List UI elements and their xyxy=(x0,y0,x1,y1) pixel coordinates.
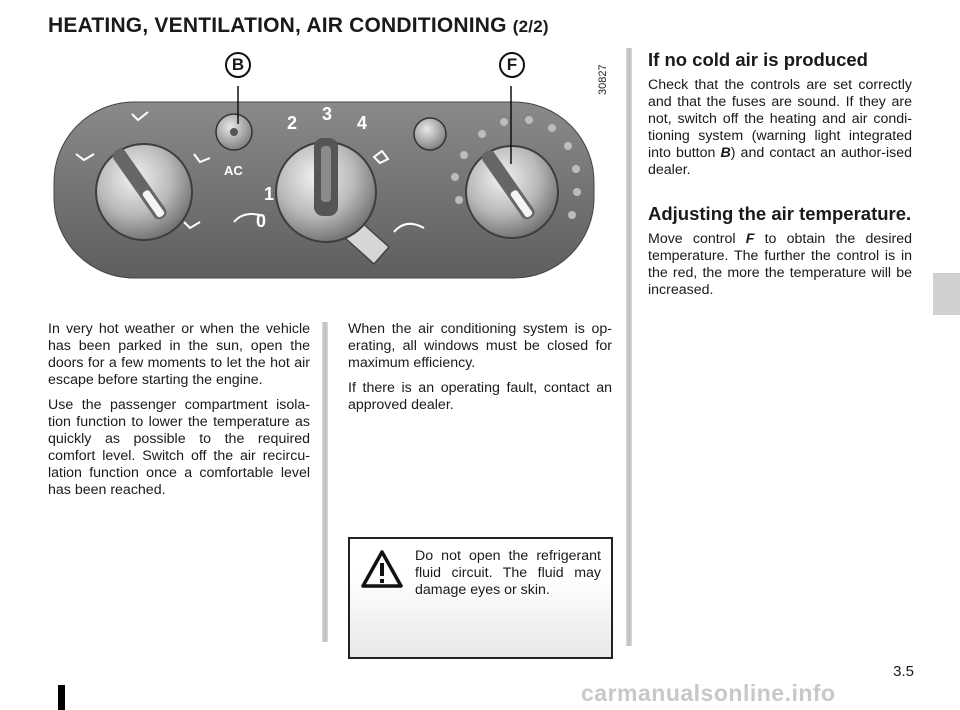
chapter-tab xyxy=(933,273,960,315)
control-panel-drawing xyxy=(44,42,604,282)
page-number: 3.5 xyxy=(893,663,914,680)
fan-speed-2: 2 xyxy=(287,113,298,133)
column-separator-right xyxy=(626,48,632,646)
air-distribution-knob[interactable] xyxy=(96,144,192,240)
paragraph-isolation-function: Use the passenger compartment isola-tion function to lower the temperature as quickly as possible to the required comfort level. Switch off the air recircu-lation function once a comfortable level has been reached. xyxy=(48,397,310,498)
fan-speed-0: 0 xyxy=(256,211,267,231)
heading-adjusting-temperature: Adjusting the air temperature. xyxy=(648,203,912,224)
warning-box xyxy=(348,537,613,659)
ref-button-b: B xyxy=(720,145,731,161)
callout-b: B xyxy=(225,52,251,78)
ref-control-f: F xyxy=(745,231,755,247)
warning-text: Do not open the refrigerant fluid circuit. The fluid may damage eyes or skin. xyxy=(415,548,601,598)
fan-speed-4: 4 xyxy=(357,113,368,133)
ac-label: AC xyxy=(224,163,243,178)
paragraph-no-cold-air: Check that the controls are set correctly and that the fuses are sound. If they are not, switch off the heating and air condi-tioning system (warning light integrated into button B) and contact an author-ised dealer. xyxy=(648,77,912,178)
page-title-part: (2/2) xyxy=(512,17,549,36)
paragraph-hot-weather: In very hot weather or when the vehicle has been parked in the sun, open the doors for a few moments to let the hot air escape before starting the engine. xyxy=(48,321,310,388)
fan-speed-1: 1 xyxy=(264,184,275,204)
figure-number: 30827 xyxy=(597,64,609,95)
warning-triangle-icon xyxy=(360,549,404,589)
callout-f: F xyxy=(499,52,525,78)
fan-speed-3: 3 xyxy=(322,104,333,124)
column-separator-left xyxy=(322,322,328,642)
footer-mark xyxy=(58,685,65,710)
watermark: carmanualsonline.info xyxy=(581,680,836,706)
heading-no-cold-air: If no cold air is produced xyxy=(648,49,868,70)
paragraph-windows-closed: When the air conditioning system is op-erating, all windows must be closed for maximum efficiency. xyxy=(348,321,612,371)
recirculation-button[interactable] xyxy=(414,118,446,150)
temperature-knob[interactable] xyxy=(466,146,558,238)
page-title: HEATING, VENTILATION, AIR CONDITIONING (2/2) xyxy=(48,14,549,37)
control-panel-illustration xyxy=(44,42,604,287)
paragraph-operating-fault: If there is an operating fault, contact an approved dealer. xyxy=(348,380,612,413)
paragraph-adjusting-temperature: Move control F to obtain the desired temperature. The further the control is in the red, the more the temperature will be increased. xyxy=(648,231,912,298)
